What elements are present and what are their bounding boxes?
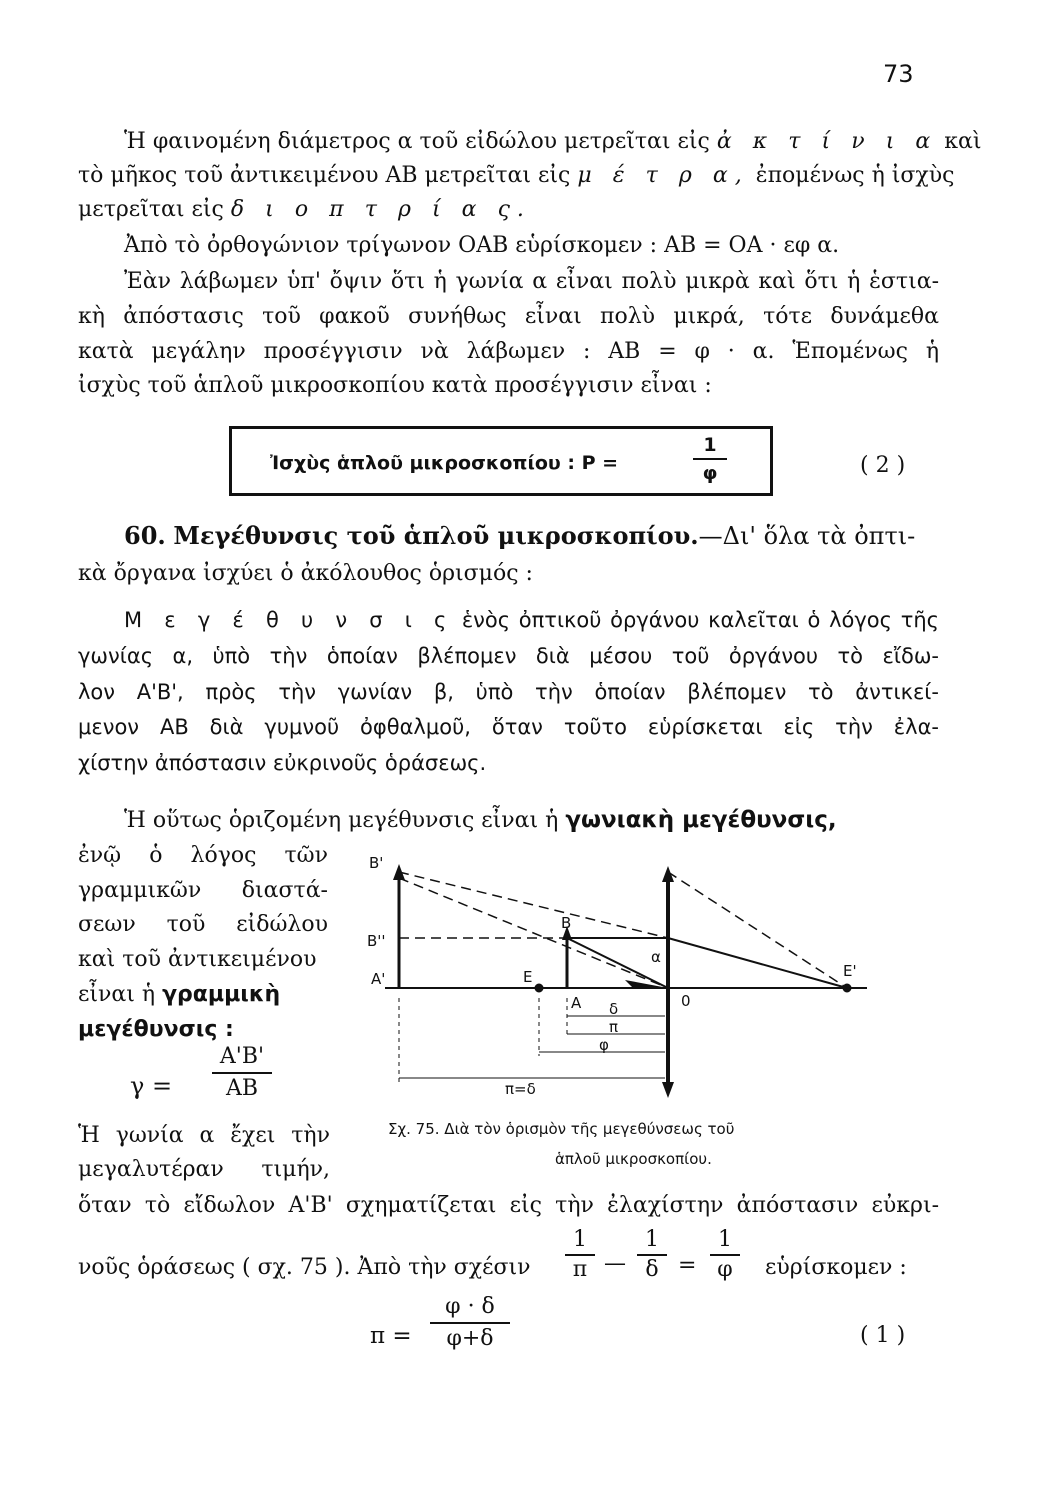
definition-line4: μενον ΑΒ διὰ γυμνοῦ ὀφθαλμοῦ, ὅταν τοῦτο εὑρίσκεται εἰς τὴν ἐλα- (78, 715, 939, 739)
label-b-double: Β'' (367, 932, 386, 950)
figure-caption-line1: Σχ. 75. Διὰ τὸν ὁρισμὸν τῆς μεγεθύνσεως τοῦ (388, 1120, 735, 1138)
para3-line1: Ἐὰν λάβωμεν ὑπ' ὄψιν ὅτι ἡ γωνία α εἶναι πολὺ μικρὰ καὶ ὅτι ἡ ἑστια- (124, 269, 939, 294)
equals-sign: = (678, 1253, 697, 1278)
definition-line2: γωνίας α, ὑπὸ τὴν ὁποίαν βλέπομεν διὰ μέσου τοῦ ὀργάνου τὸ εἴδω- (78, 644, 939, 668)
label-alpha: α (651, 948, 661, 966)
power-formula-label: Ἰσχὺς ἁπλοῦ μικροσκοπίου : Ρ = (270, 452, 619, 474)
para1-line3: μετρεῖται εἰς δ ι ο π τ ρ ί α ς. (78, 197, 531, 222)
para3-line3: κατὰ μεγάλην προσέγγισιν νὰ λάβωμεν : ΑΒ = φ · α. Ἑπομένως ἡ (78, 339, 939, 364)
fraction-1-delta: 1 δ (637, 1228, 667, 1282)
para1-line2: τὸ μῆκος τοῦ ἀντικειμένου ΑΒ μετρεῖται εἰς μ έ τ ρ α, ἐπομένως ἡ ἰσχὺς (78, 163, 955, 188)
side-line1: ἐνῷ ὁ λόγος τῶν (78, 843, 328, 868)
label-phi: φ (599, 1036, 609, 1054)
definition-line3: λον Α'Β', πρὸς τὴν γωνίαν β, ὑπὸ τὴν ὁποίαν βλέπομεν τὸ ἀντικεί- (78, 680, 939, 704)
side-line4: καὶ τοῦ ἀντικειμένου (78, 947, 317, 972)
minus-sign: — (604, 1251, 626, 1276)
side-line5: εἶναι ἡ γραμμικὴ (78, 982, 281, 1007)
label-pi: π (609, 1018, 619, 1036)
ray-dashed-2 (399, 878, 668, 988)
term-megethynsis: Μ ε γ έ θ υ ν σ ι ς (124, 608, 454, 632)
gamma-lhs: γ = (130, 1072, 173, 1100)
label-a-prime: Α' (371, 970, 386, 988)
section-heading: 60. Μεγέθυνσις τοῦ ἁπλοῦ μικροσκοπίου.—Δι' ὅλα τὰ ὀπτι- (124, 521, 916, 550)
term-dioptrias: δ ι ο π τ ρ ί α ς. (230, 197, 531, 222)
label-b: Β (561, 914, 572, 932)
ray-dashed-4 (668, 872, 847, 988)
closing-line1: ὅταν τὸ εἴδωλον Α'Β' σχηματίζεται εἰς τὴν ἐλαχίστην ἀπόστασιν εὐκρι- (78, 1193, 939, 1218)
gamma-fraction: Α'Β' ΑΒ (212, 1044, 272, 1102)
section-line2: κὰ ὄργανα ἰσχύει ὁ ἀκόλουθος ὁρισμός : (78, 561, 533, 586)
power-formula-fraction: 1 φ (693, 434, 727, 484)
side-bold2: μεγέθυνσις : (78, 1017, 234, 1042)
eq-number-2: ( 2 ) (860, 453, 906, 478)
label-pi-eq-delta: π=δ (505, 1080, 536, 1098)
fraction-1-pi: 1 π (565, 1228, 595, 1282)
fraction-1-phi: 1 φ (710, 1228, 740, 1282)
term-aktinia: ἀ κ τ ί ν ι α (716, 129, 938, 154)
focus-e-prime (843, 984, 851, 992)
section-title: Μεγέθυνσις τοῦ ἁπλοῦ μικροσκοπίου. (173, 521, 699, 550)
label-b-prime: Β' (369, 854, 384, 872)
figure-caption-line2: ἁπλοῦ μικροσκοπίου. (555, 1150, 712, 1168)
focus-e (535, 984, 543, 992)
angular-line: Ἡ οὕτως ὁριζομένη μεγέθυνσις εἶναι ἡ γωνιακὴ μεγέθυνσις, (124, 807, 837, 833)
side-bold1: γραμμικὴ (162, 982, 281, 1007)
final-formula-lhs: π = (370, 1323, 412, 1349)
eq-number-1: ( 1 ) (860, 1323, 906, 1348)
figure-75-diagram (355, 838, 875, 1100)
section-number: 60. (124, 521, 166, 550)
ray-to-focus (668, 938, 847, 988)
side-after2: μεγαλυτέραν τιμήν, (78, 1157, 330, 1182)
para1-line1: Ἡ φαινομένη διάμετρος α τοῦ εἰδώλου μετρεῖται εἰς ἀ κ τ ί ν ι α καὶ (124, 129, 982, 154)
final-formula-fraction: φ · δ φ+δ (430, 1294, 510, 1352)
term-metra: μ έ τ ρ α, (577, 163, 749, 188)
definition-line5: χίστην ἀπόστασιν εὐκρινοῦς ὁράσεως. (78, 751, 487, 775)
closing-line2-b: εὑρίσκομεν : (765, 1255, 907, 1280)
label-e: Ε (523, 968, 533, 986)
para2: Ἀπὸ τὸ ὀρθογώνιον τρίγωνον ΟΑΒ εὑρίσκομεν : ΑΒ = ΟΑ · εφ α. (124, 233, 840, 258)
para3-line4: ἰσχὺς τοῦ ἁπλοῦ μικροσκοπίου κατὰ προσέγγισιν εἶναι : (78, 373, 712, 398)
page-number: 73 (883, 60, 914, 88)
closing-line2-a: νοῦς ὁράσεως ( σχ. 75 ). Ἀπὸ τὴν σχέσιν (78, 1255, 531, 1280)
label-delta: δ (609, 1000, 619, 1018)
side-after1: Ἡ γωνία α ἔχει τὴν (78, 1123, 330, 1148)
para3-line2: κὴ ἀπόστασις τοῦ φακοῦ συνήθως εἶναι πολὺ μικρά, τότε δυνάμεθα (78, 304, 939, 329)
label-o: 0 (681, 992, 691, 1010)
ray-dashed-1 (399, 872, 668, 938)
definition-line1: Μ ε γ έ θ υ ν σ ι ς ἑνὸς ὀπτικοῦ ὀργάνου καλεῖται ὁ λόγος τῆς (124, 608, 939, 632)
label-a: Α (571, 994, 582, 1012)
side-line2: γραμμικῶν διαστά- (78, 878, 328, 903)
lens-arrow-bottom (662, 1082, 674, 1098)
side-line3: σεων τοῦ εἰδώλου (78, 912, 328, 937)
label-e-prime: Ε' (843, 962, 857, 980)
angular-bold: γωνιακὴ μεγέθυνσις, (565, 807, 837, 833)
